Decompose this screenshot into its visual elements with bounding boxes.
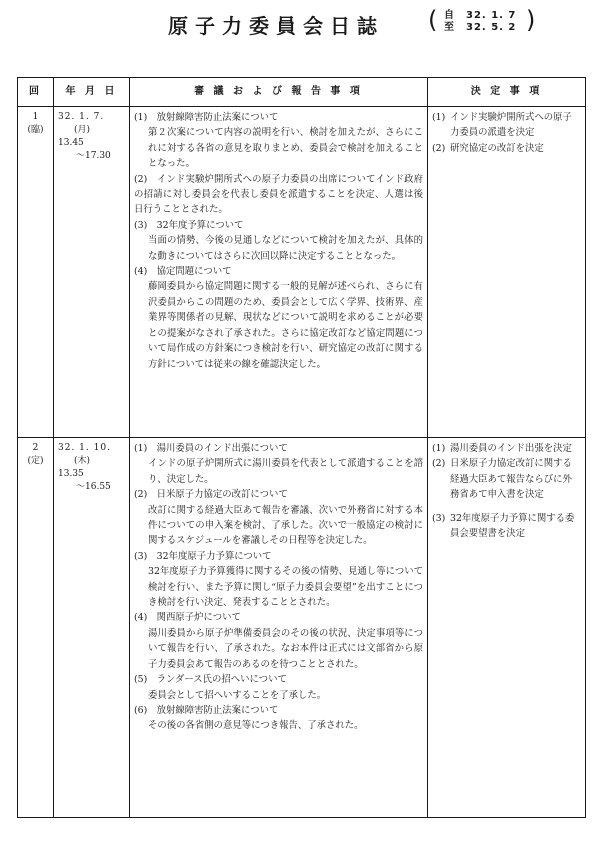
agenda-item-body: 改訂に関する経過大臣あて報告を審議、次いで外務省に対する本件についての申入案を検討、了承した。次いで一般協定の検討に関するスケジュールを審議しその日程等を決定した。 — [148, 504, 423, 547]
table-header-row — [18, 78, 586, 107]
column-header-items: 審 議 お よ び 報 告 事 項 — [130, 78, 428, 107]
agenda-item-heading: (3) 32年度予算について — [134, 219, 244, 231]
agenda-item-body: 第２次案について内容の説明を行い、検討を加えたが、さらにこれに対する各省の意見を取りまとめ、委員会で検討を加えることとなった。 — [148, 127, 423, 170]
agenda-item-heading: (5) ランダース氏の招へいについて — [134, 674, 287, 686]
date-cell — [54, 438, 130, 818]
table-row — [18, 438, 586, 818]
meeting-date: 32. 1. 7. — [58, 112, 105, 122]
items-cell — [130, 107, 428, 438]
kai-type: (定) — [27, 456, 44, 466]
agenda-item — [134, 672, 423, 703]
decision-number: (1) — [432, 443, 446, 454]
meeting-time-end: ～17.30 — [76, 151, 111, 161]
date-range — [428, 6, 536, 34]
page-title: 原子力委員会日誌 — [168, 14, 384, 38]
agenda-item-heading: (3) 32年度原子力予算について — [134, 550, 272, 562]
column-header-kai: 回 — [18, 78, 54, 107]
decision-item — [432, 441, 581, 456]
decision-item — [432, 141, 581, 156]
date-from-label: 自 — [444, 10, 454, 21]
agenda-item-body: 委員会として招へいすることを了承した。 — [148, 689, 327, 701]
agenda-item-body: その後の各省側の意見等につき報告、了承された。 — [148, 720, 364, 732]
agenda-item-body: インドの原子炉開所式に湯川委員を代表として派遣することを諮り、決定した。 — [148, 458, 423, 485]
decision-text: インド実験炉開所式への原子力委員の派遣を決定 — [450, 112, 572, 139]
agenda-item-heading: (4) 協定問題について — [134, 266, 232, 278]
agenda-item — [134, 218, 423, 264]
kai-type: (臨) — [27, 125, 44, 135]
meeting-weekday: (木) — [74, 456, 91, 466]
meeting-time-start: 13.45 — [58, 138, 84, 148]
decision-text: 32年度原子力予算に関する委員会要望書を決定 — [450, 512, 575, 540]
date-cell — [54, 107, 130, 438]
agenda-item-body: 湯川委員から原子炉準備委員会のその後の状況、決定事項等について報告を行い、了承された。なお本件は正式には文部省から原子力委員会あて報告のあるのを待つこととされた。 — [148, 627, 423, 670]
decision-number: (2) — [432, 142, 446, 154]
meeting-weekday: (月) — [74, 125, 91, 135]
agenda-item-heading: (2) 日米原子力協定の改訂について — [134, 489, 288, 501]
log-table — [17, 77, 586, 818]
agenda-item — [134, 487, 423, 549]
column-header-date: 年 月 日 — [54, 78, 130, 107]
agenda-item — [134, 610, 423, 672]
date-to: 32. 5. 2 — [466, 22, 517, 33]
decision-text: 日米原子力協定改訂に関する経過大臣あて報告ならびに外務省あて申入書を決定 — [450, 458, 572, 501]
meeting-date: 32. 1. 10. — [58, 443, 111, 453]
agenda-item-body: 32年度原子力予算獲得に関するその後の情勢、見通し等について検討を行い、また予算に関し“原子力委員会要望”を出すことにつき検討を行い決定、発表することとされた。 — [148, 566, 423, 609]
agenda-item — [134, 172, 423, 218]
kai-number: 1 — [32, 112, 39, 122]
decision-number: (1) — [432, 112, 446, 123]
kai-cell — [18, 438, 54, 818]
column-header-decisions: 決 定 事 項 — [428, 78, 586, 107]
decisions-cell — [428, 438, 586, 818]
decision-text: 湯川委員のインド出張を決定 — [450, 443, 572, 454]
date-from: 32. 1. 7 — [466, 10, 517, 21]
decisions-cell — [428, 107, 586, 438]
meeting-time-end: ～16.55 — [76, 482, 111, 492]
date-to-label: 至 — [444, 22, 454, 33]
agenda-item-body: 藤岡委員から協定問題に関する一般的見解が述べられ、さらに有沢委員からこの問題のため、委員会として広く学界、技術界、産業界等関係者の見解、現状などについて説明を求めることが必要との提案がなされ了承された。さらに協定改訂など協定問題について局作成の方針案につき検討を行い、研究協定の改訂に関する方針については従来の線を確認決定した。 — [148, 281, 423, 370]
decision-item — [432, 110, 581, 141]
kai-number: 2 — [32, 443, 39, 453]
decision-number: (2) — [432, 458, 446, 470]
kai-cell — [18, 107, 54, 438]
agenda-item — [134, 703, 423, 734]
bracket-left-icon: ( — [428, 6, 438, 34]
meeting-time-start: 13.35 — [58, 469, 84, 479]
decision-item — [432, 511, 581, 542]
bracket-right-icon: ) — [526, 6, 536, 34]
agenda-item — [134, 549, 423, 611]
agenda-item-heading: (4) 関西原子炉について — [134, 612, 241, 624]
agenda-item-heading: (2) インド実験炉開所式への原子力委員の出席についてインド政府の招請に対し委員会を代表し委員を派遣することを決定、人選は後日行うこととされた。 — [134, 173, 423, 216]
table-row — [18, 107, 586, 438]
decision-text: 研究協定の改訂を決定 — [450, 142, 544, 154]
decision-number: (3) — [432, 512, 446, 524]
agenda-item — [134, 110, 423, 172]
agenda-item-heading: (1) 放射線障害防止法案について — [134, 112, 279, 123]
agenda-item — [134, 264, 423, 372]
decision-item — [432, 456, 581, 502]
items-cell — [130, 438, 428, 818]
agenda-item-heading: (1) 湯川委員のインド出張について — [134, 443, 288, 454]
agenda-item-body: 当面の情勢、今後の見通しなどについて検討を加えたが、具体的な動きについてはさらに次回以降に決定することとなった。 — [148, 235, 423, 262]
agenda-item — [134, 441, 423, 487]
agenda-item-heading: (6) 放射線障害防止法案について — [134, 704, 279, 716]
